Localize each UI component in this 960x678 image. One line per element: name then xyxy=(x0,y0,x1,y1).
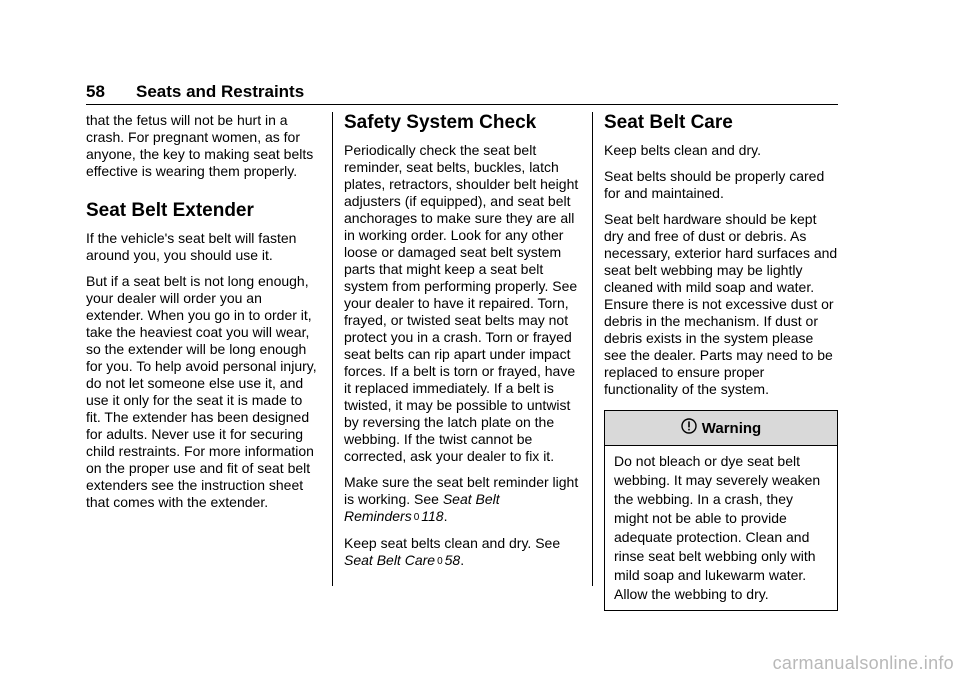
paragraph: that the fetus will not be hurt in a crash. For pregnant women, as for anyone, the key to making seat belts effective is wearing them properly. xyxy=(86,112,314,179)
watermark: carmanualsonline.info xyxy=(772,653,954,673)
paragraph xyxy=(344,474,580,526)
warning-icon xyxy=(681,418,697,438)
warning-text: Do not bleach or dye seat belt webbing. It may severely weaken the webbing. In a crash, they might not be able to provide adequate protection. Clean and rinse seat belt webbing only with mild soap and lukewarm water. Allow the webbing to dry. xyxy=(614,453,821,602)
page-ref-icon: 0 xyxy=(437,556,443,567)
column-right xyxy=(604,112,838,611)
section-title: Seats and Restraints xyxy=(136,82,305,101)
link-seat-belt-reminders[interactable]: Seat Belt Reminders xyxy=(344,491,500,524)
page-ref-number[interactable]: 118 xyxy=(421,508,444,524)
link-seat-belt-care[interactable]: Seat Belt Care xyxy=(344,552,436,568)
warning-header xyxy=(605,411,837,446)
warning-body xyxy=(605,446,837,610)
warning-title: Warning xyxy=(701,419,762,437)
page-ref-number[interactable]: 58 xyxy=(444,552,461,568)
heading-seat-belt-extender: Seat Belt Extender xyxy=(86,200,254,221)
page-number: 58 xyxy=(86,82,105,101)
column-left xyxy=(86,112,320,520)
page-header xyxy=(86,82,838,105)
heading-safety-system-check: Safety System Check xyxy=(344,112,537,133)
warning-box xyxy=(604,410,838,611)
paragraph: Seat belts should be properly cared for and maintained. xyxy=(604,168,825,201)
paragraph: Keep belts clean and dry. xyxy=(604,142,761,158)
period: . xyxy=(460,552,465,568)
column-divider xyxy=(332,112,333,586)
paragraph: Periodically check the seat belt reminder, seat belts, buckles, latch plates, retractors, shoulder belt height adjusters (if equipped), and seat belt anchorages to make sure they are all in working order. Look for any other loose or damaged seat belt system parts that might keep a seat belt system from performing properly. See your dealer to have it repaired. Torn, frayed, or twisted seat belts may not protect you in a crash. Torn or frayed seat belts can rip apart under impact forces. If a belt is torn or frayed, have it replaced immediately. If a belt is twisted, it may be possible to untwist by reversing the latch plate on the webbing. If the twist cannot be corrected, ask your dealer to fix it. xyxy=(344,142,579,464)
paragraph: If the vehicle's seat belt will fasten around you, you should use it. xyxy=(86,230,297,263)
paragraph-text: Make sure the seat belt reminder light is working. See xyxy=(344,474,579,507)
paragraph-text: Keep seat belts clean and dry. See xyxy=(344,535,561,551)
period: . xyxy=(443,508,448,524)
column-divider xyxy=(592,112,593,586)
page-ref-icon: 0 xyxy=(413,512,420,523)
paragraph xyxy=(344,535,580,570)
heading-seat-belt-care: Seat Belt Care xyxy=(604,112,733,133)
paragraph: Seat belt hardware should be kept dry and free of dust or debris. As necessary, exterior hard surfaces and seat belt webbing may be lightly cleaned with mild soap and water. Ensure there is not excessive dust or debris in the mechanism. If dust or debris exists in the system please see the dealer. Parts may need to be replaced to ensure proper functionality of the system. xyxy=(604,211,838,397)
column-middle xyxy=(344,112,580,579)
paragraph: But if a seat belt is not long enough, your dealer will order you an extender. When you go in to order it, take the heaviest coat you will wear, so the extender will be long enough for you. To help avoid personal injury, do not let someone else use it, and use it only for the seat it is made to fit. The extender has been designed for adults. Never use it for securing child restraints. For more information on the proper use and fit of seat belt extenders see the instruction sheet that comes with the extender. xyxy=(86,273,317,510)
